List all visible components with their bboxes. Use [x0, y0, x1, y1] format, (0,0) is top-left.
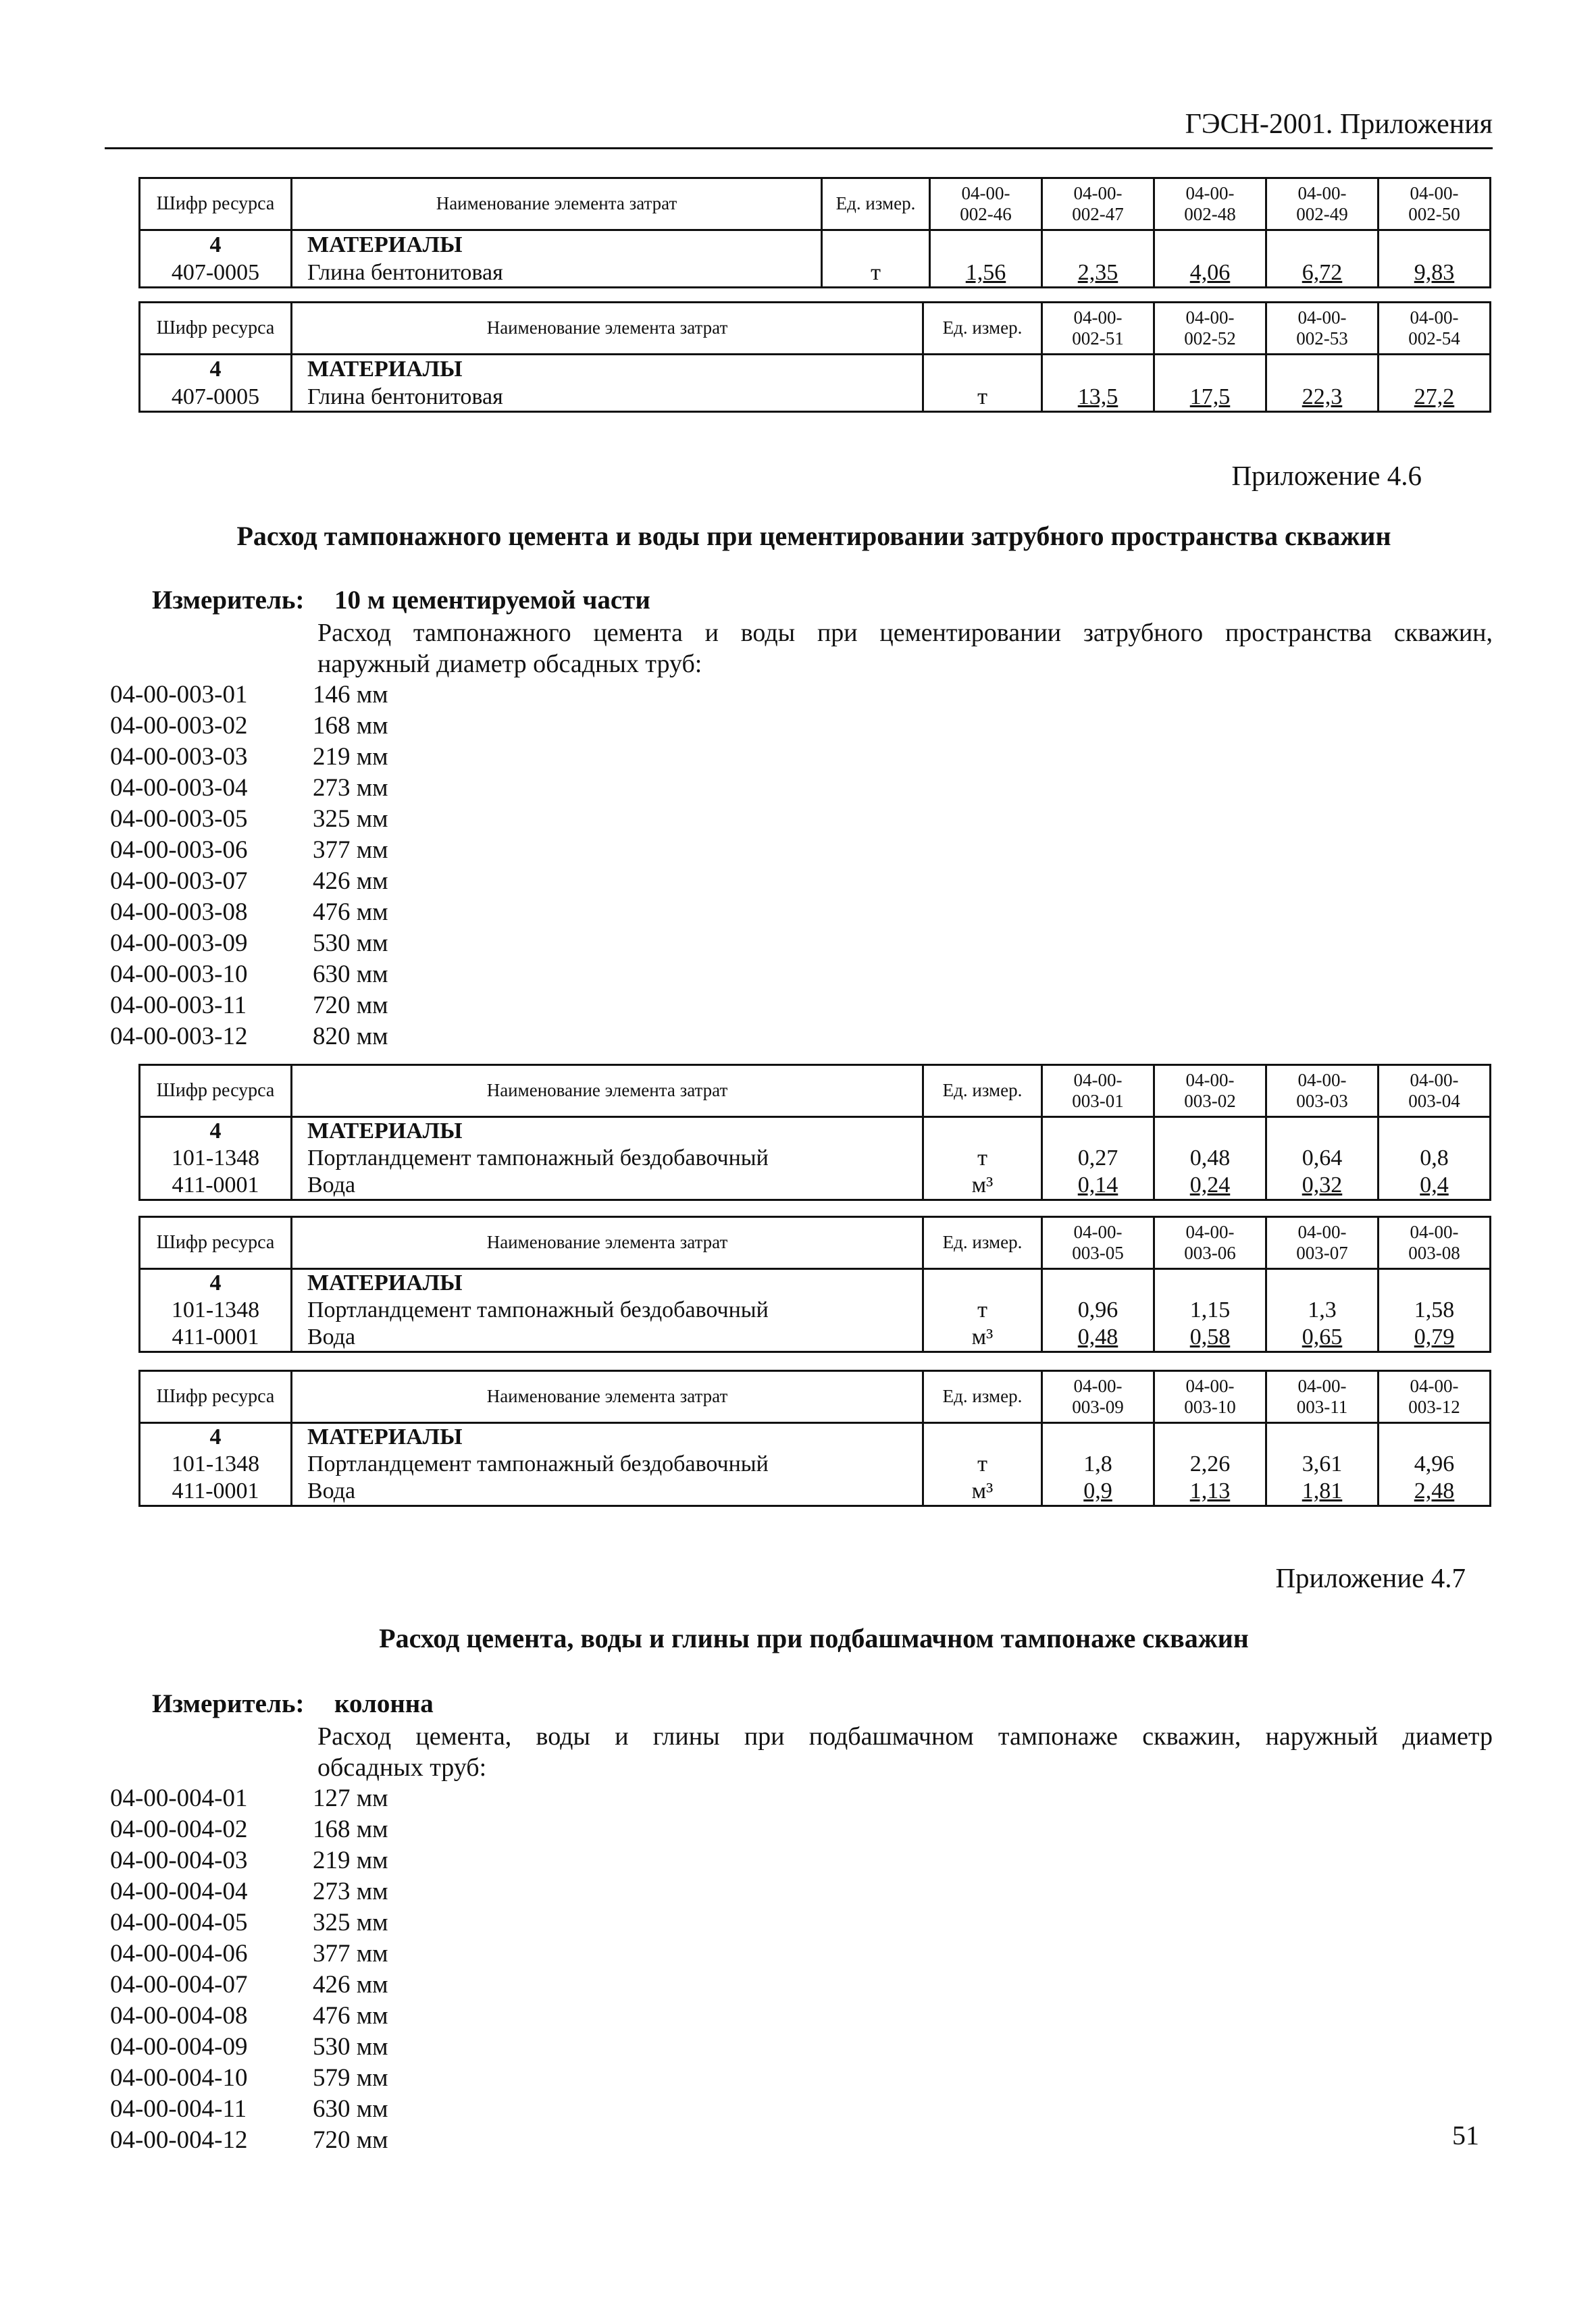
resource-value: 9,83	[1379, 259, 1491, 288]
header-column-code: 04-00- 003-02	[1154, 1065, 1266, 1117]
header-column-code: 04-00- 002-54	[1379, 303, 1491, 355]
resource-value: 17,5	[1154, 384, 1266, 412]
resource-name: Вода	[292, 1478, 923, 1506]
resource-name: Глина бентонитовая	[292, 259, 822, 288]
resource-value: 1,56	[930, 259, 1042, 288]
list-item: 04-00-003-09 530 мм	[110, 929, 388, 957]
resource-value: 0,14	[1042, 1172, 1154, 1200]
resource-value: 4,06	[1154, 259, 1266, 288]
meter-label: Измеритель:	[152, 1689, 305, 1718]
header-column-code: 04-00- 003-03	[1266, 1065, 1379, 1117]
header-column-code: 04-00- 003-11	[1266, 1371, 1379, 1423]
appendix-description-line2: наружный диаметр обсадных труб:	[317, 650, 702, 678]
resource-name: Портландцемент тампонажный бездобавочный	[292, 1451, 923, 1478]
resource-value: 0,4	[1379, 1172, 1491, 1200]
resource-value: 1,3	[1266, 1297, 1379, 1324]
header-resource-code: Шифр ресурса	[140, 1065, 292, 1117]
resource-value: 6,72	[1266, 259, 1379, 288]
list-item: 04-00-003-08 476 мм	[110, 898, 388, 926]
resource-unit: м³	[923, 1478, 1042, 1506]
resource-value: 0,32	[1266, 1172, 1379, 1200]
list-item: 04-00-004-02 168 мм	[110, 1816, 388, 1843]
header-cost-element-name: Наименование элемента затрат	[292, 303, 923, 355]
resource-unit: м³	[923, 1324, 1042, 1352]
header-column-code: 04-00- 003-06	[1154, 1217, 1266, 1269]
appendix-label: Приложение 4.6	[1231, 460, 1422, 491]
resource-name: Вода	[292, 1172, 923, 1200]
list-item: 04-00-004-10 579 мм	[110, 2064, 388, 2092]
appendix-title: Расход цемента, воды и глины при подбашмачном тампонаже скважин	[379, 1623, 1249, 1653]
resource-value: 2,26	[1154, 1451, 1266, 1478]
list-item: 04-00-003-01 146 мм	[110, 681, 388, 709]
header-cost-element-name: Наименование элемента затрат	[292, 1371, 923, 1423]
list-item: 04-00-004-05 325 мм	[110, 1909, 388, 1936]
resource-unit: т	[923, 1297, 1042, 1324]
resource-code: 101-1348	[140, 1297, 292, 1324]
resource-unit: т	[822, 259, 930, 288]
resource-table-003-09-12	[138, 1370, 1491, 1507]
header-unit: Ед. измер.	[923, 1217, 1042, 1269]
header-column-code: 04-00- 002-50	[1379, 178, 1491, 230]
header-cost-element-name: Наименование элемента затрат	[292, 1065, 923, 1117]
resource-value: 2,35	[1042, 259, 1154, 288]
appendix-description-line1: Расход цемента, воды и глины при подбашмачном тампонаже скважин, наружный диаметр	[317, 1722, 1493, 1751]
header-column-code: 04-00- 003-09	[1042, 1371, 1154, 1423]
appendix-title: Расход тампонажного цемента и воды при цементировании затрубного пространства скважин	[236, 521, 1391, 551]
resource-value: 0,96	[1042, 1297, 1154, 1324]
list-item: 04-00-003-04 273 мм	[110, 774, 388, 802]
header-unit: Ед. измер.	[923, 1371, 1042, 1423]
resource-value: 0,58	[1154, 1324, 1266, 1352]
resource-value: 22,3	[1266, 384, 1379, 412]
resource-table-003-05-08	[138, 1216, 1491, 1353]
resource-table-003-01-04	[138, 1064, 1491, 1201]
resource-value: 2,48	[1379, 1478, 1491, 1506]
appendix-description-line1: Расход тампонажного цемента и воды при цементировании затрубного пространства скважин,	[317, 619, 1493, 647]
resource-value: 3,61	[1266, 1451, 1379, 1478]
list-item: 04-00-004-09 530 мм	[110, 2033, 388, 2061]
header-column-code: 04-00- 003-08	[1379, 1217, 1491, 1269]
section-name: МАТЕРИАЛЫ	[292, 355, 923, 384]
header-unit: Ед. измер.	[822, 178, 930, 230]
diameter-list	[110, 1783, 388, 2156]
appendix-label: Приложение 4.7	[1275, 1562, 1466, 1593]
header-column-code: 04-00- 002-49	[1266, 178, 1379, 230]
header-cost-element-name: Наименование элемента затрат	[292, 178, 822, 230]
appendix-description-line2: обсадных труб:	[317, 1753, 487, 1782]
header-column-code: 04-00- 002-53	[1266, 303, 1379, 355]
header-column-code: 04-00- 002-48	[1154, 178, 1266, 230]
list-item: 04-00-004-06 377 мм	[110, 1940, 388, 1968]
resource-unit: т	[923, 1145, 1042, 1172]
resource-value: 1,58	[1379, 1297, 1491, 1324]
list-item: 04-00-003-02 168 мм	[110, 712, 388, 740]
resource-value: 0,48	[1042, 1324, 1154, 1352]
resource-code: 411-0001	[140, 1478, 292, 1506]
header-resource-code: Шифр ресурса	[140, 178, 292, 230]
resource-value: 0,27	[1042, 1145, 1154, 1172]
section-name: МАТЕРИАЛЫ	[292, 1269, 923, 1297]
resource-value: 0,65	[1266, 1324, 1379, 1352]
resource-code: 411-0001	[140, 1172, 292, 1200]
resource-table-002-46-50	[138, 177, 1491, 288]
section-code: 4	[140, 355, 292, 384]
header-resource-code: Шифр ресурса	[140, 303, 292, 355]
list-item: 04-00-004-11 630 мм	[110, 2095, 388, 2123]
resource-value: 0,79	[1379, 1324, 1491, 1352]
list-item: 04-00-004-08 476 мм	[110, 2002, 388, 2030]
resource-value: 1,8	[1042, 1451, 1154, 1478]
section-code: 4	[140, 1269, 292, 1297]
resource-unit: т	[923, 384, 1042, 412]
header-rule	[105, 147, 1493, 149]
resource-value: 27,2	[1379, 384, 1491, 412]
header-resource-code: Шифр ресурса	[140, 1371, 292, 1423]
header-column-code: 04-00- 003-10	[1154, 1371, 1266, 1423]
page-header-title: ГЭСН-2001. Приложения	[1185, 109, 1493, 140]
resource-unit: м³	[923, 1172, 1042, 1200]
resource-code: 407-0005	[140, 384, 292, 412]
list-item: 04-00-004-07 426 мм	[110, 1971, 388, 1999]
header-column-code: 04-00- 002-47	[1042, 178, 1154, 230]
header-column-code: 04-00- 003-01	[1042, 1065, 1154, 1117]
list-item: 04-00-003-12 820 мм	[110, 1023, 388, 1050]
meter-value: колонна	[334, 1689, 434, 1718]
resource-name: Глина бентонитовая	[292, 384, 923, 412]
header-unit: Ед. измер.	[923, 1065, 1042, 1117]
header-column-code: 04-00- 002-46	[930, 178, 1042, 230]
section-name: МАТЕРИАЛЫ	[292, 1423, 923, 1451]
list-item: 04-00-003-11 720 мм	[110, 992, 388, 1019]
resource-value: 4,96	[1379, 1451, 1491, 1478]
resource-name: Портландцемент тампонажный бездобавочный	[292, 1297, 923, 1324]
resource-value: 0,24	[1154, 1172, 1266, 1200]
resource-value: 0,8	[1379, 1145, 1491, 1172]
resource-value: 13,5	[1042, 384, 1154, 412]
meter-value: 10 м цементируемой части	[334, 586, 650, 615]
header-column-code: 04-00- 003-05	[1042, 1217, 1154, 1269]
meter-label: Измеритель:	[152, 586, 305, 615]
list-item: 04-00-003-03 219 мм	[110, 743, 388, 771]
resource-value: 1,15	[1154, 1297, 1266, 1324]
resource-code: 101-1348	[140, 1451, 292, 1478]
section-code: 4	[140, 1423, 292, 1451]
header-column-code: 04-00- 003-12	[1379, 1371, 1491, 1423]
list-item: 04-00-003-06 377 мм	[110, 836, 388, 864]
list-item: 04-00-004-03 219 мм	[110, 1847, 388, 1874]
section-name: МАТЕРИАЛЫ	[292, 1117, 923, 1146]
resource-value: 1,81	[1266, 1478, 1379, 1506]
resource-code: 411-0001	[140, 1324, 292, 1352]
list-item: 04-00-004-04 273 мм	[110, 1878, 388, 1905]
diameter-list	[110, 679, 388, 1052]
resource-unit: т	[923, 1451, 1042, 1478]
header-resource-code: Шифр ресурса	[140, 1217, 292, 1269]
header-column-code: 04-00- 002-52	[1154, 303, 1266, 355]
list-item: 04-00-004-01 127 мм	[110, 1784, 388, 1812]
list-item: 04-00-003-05 325 мм	[110, 805, 388, 833]
resource-code: 407-0005	[140, 259, 292, 288]
page-number: 51	[1452, 2120, 1479, 2151]
header-cost-element-name: Наименование элемента затрат	[292, 1217, 923, 1269]
list-item: 04-00-003-07 426 мм	[110, 867, 388, 895]
resource-name: Портландцемент тампонажный бездобавочный	[292, 1145, 923, 1172]
header-unit: Ед. измер.	[923, 303, 1042, 355]
resource-table-002-51-54	[138, 301, 1491, 413]
resource-value: 0,9	[1042, 1478, 1154, 1506]
header-column-code: 04-00- 003-04	[1379, 1065, 1491, 1117]
resource-value: 0,64	[1266, 1145, 1379, 1172]
header-column-code: 04-00- 003-07	[1266, 1217, 1379, 1269]
section-code: 4	[140, 230, 292, 260]
resource-value: 0,48	[1154, 1145, 1266, 1172]
resource-name: Вода	[292, 1324, 923, 1352]
header-column-code: 04-00- 002-51	[1042, 303, 1154, 355]
section-code: 4	[140, 1117, 292, 1146]
section-name: МАТЕРИАЛЫ	[292, 230, 822, 260]
list-item: 04-00-003-10 630 мм	[110, 960, 388, 988]
resource-code: 101-1348	[140, 1145, 292, 1172]
resource-value: 1,13	[1154, 1478, 1266, 1506]
list-item: 04-00-004-12 720 мм	[110, 2126, 388, 2154]
